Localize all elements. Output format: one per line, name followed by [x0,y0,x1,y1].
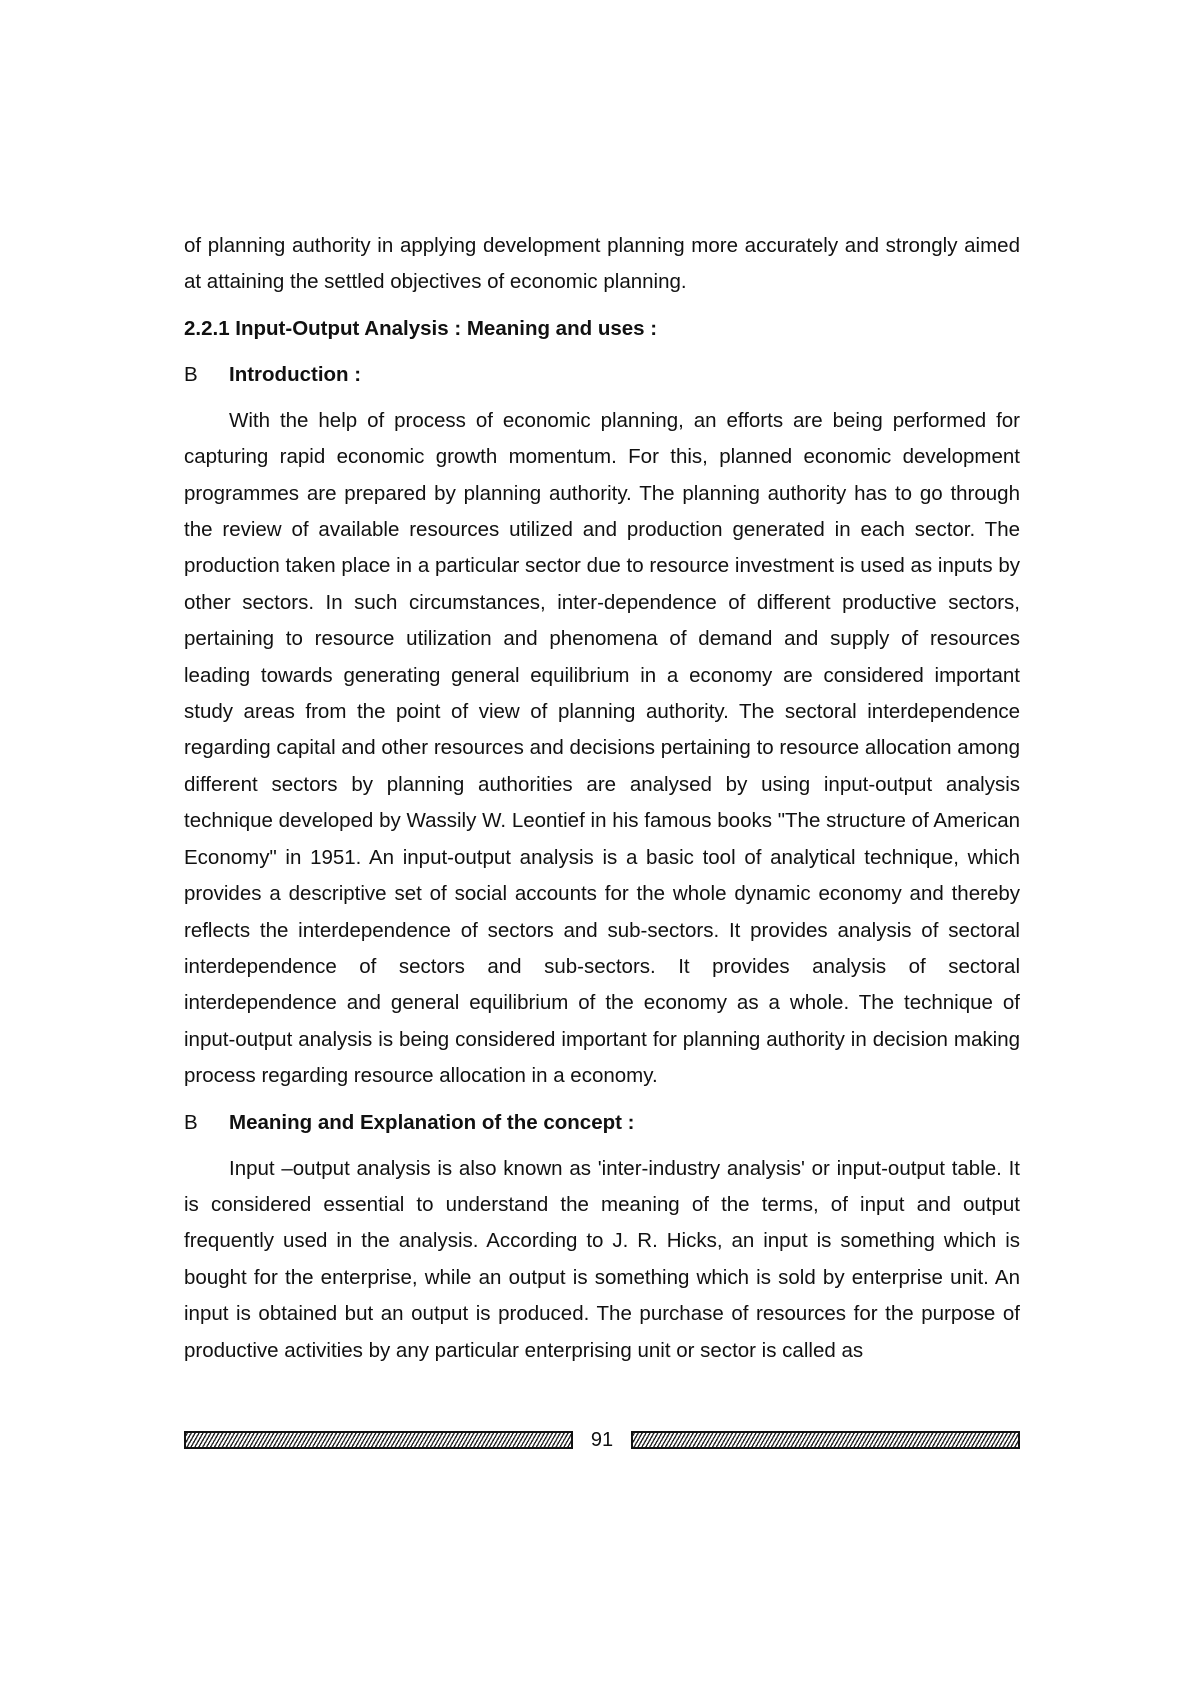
meaning-heading-text: Meaning and Explanation of the concept : [229,1110,635,1134]
footer-hatch-bar-left [184,1431,573,1449]
meaning-heading [184,1105,1020,1141]
introduction-heading [184,357,1020,393]
introduction-heading-text: Introduction : [229,362,362,386]
bullet-marker: B [184,362,198,386]
bullet-marker: B [184,1110,198,1134]
section-heading: 2.2.1 Input-Output Analysis : Meaning and uses : [184,316,658,340]
footer-hatch-bar-right [631,1431,1020,1449]
page-footer [184,1428,1020,1452]
page-content [184,228,1020,1369]
introduction-paragraph: With the help of process of economic planning, an efforts are being performed for capturing rapid economic growth momentum. For this, planned economic development programmes are prepared by planning authority. The planning authority has to go through the review of available resources utilized and production generated in each sector. The production taken place in a particular sector due to resource investment is used as inputs by other sectors. In such circumstances, inter-dependence of different productive sectors, pertaining to resource utilization and phenomena of demand and supply of resources leading towards generating general equilibrium in a economy are considered important study areas from the point of view of planning authority. The sectoral interdependence regarding capital and other resources and decisions pertaining to resource allocation among different sectors by planning authorities are analysed by using input-output analysis technique developed by Wassily W. Leontief in his famous books "The structure of American Economy" in 1951. An input-output analysis is a basic tool of analytical technique, which provides a descriptive set of social accounts for the whole dynamic economy and thereby reflects the interdependence of sectors and sub-sectors. It provides analysis of sectoral interdependence of sectors and sub-sectors. It provides analysis of sectoral interdependence and general equilibrium of the economy as a whole. The technique of input-output analysis is being considered important for planning authority in decision making process regarding resource allocation in a economy. [184,408,1020,1088]
meaning-paragraph: Input –output analysis is also known as 'inter-industry analysis' or input-output table. It is considered essential to understand the meaning of the terms, of input and output frequently used in the analysis. According to J. R. Hicks, an input is something which is bought for the enterprise, while an output is something which is sold by enterprise unit. An input is obtained but an output is produced. The purchase of resources for the purpose of productive activities by any particular enterprising unit or sector is called as [184,1156,1020,1362]
page-number: 91 [590,1429,614,1451]
continuation-paragraph: of planning authority in applying development planning more accurately and strongly aimed at attaining the settled objectives of economic planning. [184,234,1020,294]
